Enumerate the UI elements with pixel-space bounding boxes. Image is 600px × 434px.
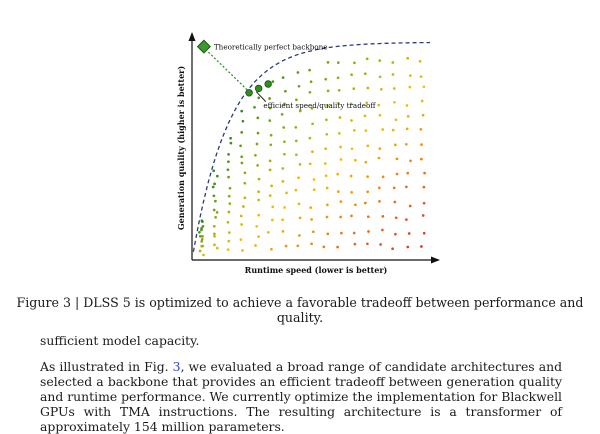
scatter-point: [325, 118, 328, 121]
scatter-point: [242, 205, 245, 208]
scatter-point: [282, 126, 285, 129]
candidate-architecture-points: [198, 57, 426, 257]
scatter-point: [422, 214, 425, 217]
scatter-point: [295, 140, 298, 143]
scatter-point: [423, 85, 426, 88]
scatter-point: [364, 72, 367, 75]
scatter-point: [381, 229, 384, 232]
scatter-point: [350, 73, 353, 76]
scatter-point: [336, 173, 339, 176]
scatter-point: [256, 143, 259, 146]
scatter-point: [367, 87, 370, 90]
scatter-point: [364, 115, 367, 118]
scatter-point: [350, 215, 353, 218]
scatter-point: [409, 159, 412, 162]
scatter-point: [297, 176, 300, 179]
scatter-point: [227, 176, 230, 179]
scatter-point: [297, 71, 300, 74]
scatter-point: [324, 147, 327, 150]
scatter-point: [409, 205, 412, 208]
scatter-point: [199, 250, 202, 253]
scatter-point: [257, 235, 260, 238]
scatter-point: [241, 249, 244, 252]
scatter-point: [338, 132, 341, 135]
scatter-point: [213, 194, 216, 197]
scatter-point: [281, 218, 284, 221]
scatter-point: [230, 142, 233, 145]
scatter-point: [257, 214, 260, 217]
scatter-point: [324, 78, 327, 81]
scatter-point: [313, 178, 316, 181]
scatter-point: [423, 202, 426, 205]
scatter-point: [310, 242, 313, 245]
scatter-point: [270, 134, 273, 137]
scatter-point: [337, 61, 340, 64]
scatter-point: [213, 209, 216, 212]
scatter-point: [253, 106, 256, 109]
scatter-point: [406, 104, 409, 107]
scatter-point: [382, 176, 385, 179]
x-axis-arrowhead: [431, 257, 440, 264]
y-axis-arrowhead: [189, 32, 196, 41]
scatter-point: [407, 115, 410, 118]
scatter-point: [311, 122, 314, 125]
scatter-point: [338, 89, 341, 92]
scatter-point: [228, 211, 231, 214]
scatter-point: [282, 180, 285, 183]
scatter-point: [244, 171, 247, 174]
scatter-point: [202, 254, 205, 257]
scatter-point: [254, 244, 257, 247]
scatter-point: [268, 97, 271, 100]
scatter-point: [396, 173, 399, 176]
scatter-point: [228, 231, 231, 234]
scatter-point: [269, 169, 272, 172]
scatter-point: [227, 221, 230, 224]
scatter-point: [310, 80, 313, 83]
scatter-point: [391, 247, 394, 250]
scatter-point: [213, 225, 216, 228]
scatter-point: [296, 244, 299, 247]
scatter-point: [420, 75, 423, 78]
scatter-point: [283, 140, 286, 143]
scatter-point: [312, 230, 315, 233]
scatter-point: [213, 235, 216, 238]
scatter-point: [350, 119, 353, 122]
scatter-point: [326, 233, 329, 236]
frontier-point: [255, 85, 262, 92]
scatter-point: [352, 87, 355, 90]
scatter-point: [326, 216, 329, 219]
figure-3-link[interactable]: 3: [172, 359, 181, 374]
scatter-point: [240, 131, 243, 134]
scatter-point: [364, 202, 367, 205]
scatter-point: [366, 57, 369, 60]
scatter-point: [254, 154, 257, 157]
scatter-point: [378, 59, 381, 62]
scatter-point: [353, 232, 356, 235]
scatter-point: [423, 232, 426, 235]
scatter-point: [212, 169, 215, 172]
scatter-point: [229, 137, 232, 140]
scatter-point: [405, 218, 408, 221]
scatter-point: [313, 188, 316, 191]
scatter-point: [394, 144, 397, 147]
paragraph-1: sufficient model capacity.: [40, 333, 200, 348]
scatter-point: [239, 144, 242, 147]
scatter-point: [393, 87, 396, 90]
scatter-point: [213, 233, 216, 236]
scatter-point: [378, 187, 381, 190]
scatter-point: [281, 167, 284, 170]
scatter-point: [420, 158, 423, 161]
scatter-point: [282, 76, 285, 79]
scatter-point: [227, 160, 230, 163]
scatter-point: [227, 240, 230, 243]
scatter-point: [268, 119, 271, 122]
scatter-point: [216, 175, 219, 178]
scatter-point: [406, 57, 409, 60]
scatter-point: [326, 204, 329, 207]
paragraph-2-text-end: , we evaluated a broad range of candidate architectures and selected a backbone that provides an efficient tradeoff between generation quality and runtime performance. We currently optimize the implementation for Blackwell GPUs with TMA instructions. The resulting architecture is a transformer of approximately 154 million parameters.: [40, 359, 563, 434]
scatter-point: [406, 172, 409, 175]
scatter-point: [351, 147, 354, 150]
scatter-point: [340, 200, 343, 203]
scatter-point: [213, 183, 216, 186]
scatter-point: [271, 219, 274, 222]
scatter-point: [308, 69, 311, 72]
scatter-point: [201, 238, 204, 241]
scatter-point: [405, 186, 408, 189]
scatter-point: [310, 218, 313, 221]
scatter-point: [284, 90, 287, 93]
scatter-point: [326, 187, 329, 190]
scatter-point: [378, 157, 381, 160]
scatter-point: [298, 85, 301, 88]
scatter-point: [423, 186, 426, 189]
scatter-point: [420, 245, 423, 248]
scatter-point: [408, 86, 411, 89]
scatter-point: [350, 175, 353, 178]
scatter-point: [393, 201, 396, 204]
scatter-point: [214, 200, 217, 203]
scatter-point: [365, 129, 368, 132]
scatter-point: [257, 199, 260, 202]
scatter-point: [366, 190, 369, 193]
scatter-point: [241, 162, 244, 165]
scatter-point: [272, 80, 275, 83]
ideal-annotation: Theoretically perfect backbone: [213, 42, 328, 52]
tradeoff-annotation: efficient speed/quality tradeoff: [263, 101, 376, 111]
scatter-point: [406, 246, 409, 249]
scatter-point: [240, 110, 243, 113]
scatter-point: [350, 191, 353, 194]
scatter-point: [337, 190, 340, 193]
scatter-point: [382, 215, 385, 218]
scatter-point: [366, 145, 369, 148]
scatter-point: [213, 244, 216, 247]
scatter-point: [240, 223, 243, 226]
frontier-point: [265, 81, 272, 88]
scatter-point: [309, 162, 312, 165]
scatter-point: [325, 133, 328, 136]
scatter-point: [379, 114, 382, 117]
scatter-point: [327, 61, 330, 64]
scatter-point: [255, 225, 258, 228]
scatter-point: [354, 159, 357, 162]
scatter-point: [419, 128, 422, 131]
scatter-point: [267, 231, 270, 234]
scatter-point: [256, 164, 259, 167]
scatter-point: [201, 235, 204, 238]
tradeoff-arrow: [256, 92, 266, 102]
scatter-point: [336, 246, 339, 249]
scatter-point: [294, 126, 297, 129]
scatter-point: [340, 232, 343, 235]
scatter-point: [244, 196, 247, 199]
scatter-point: [405, 143, 408, 146]
scatter-point: [394, 233, 397, 236]
scatter-point: [269, 194, 272, 197]
scatter-point: [240, 215, 243, 218]
scatter-point: [419, 60, 422, 63]
scatter-point: [309, 91, 312, 94]
scatter-point: [327, 90, 330, 93]
scatter-point: [423, 172, 426, 175]
scatter-point: [378, 200, 381, 203]
scatter-point: [367, 215, 370, 218]
scatter-point: [353, 62, 356, 65]
scatter-point: [366, 175, 369, 178]
scatter-point: [269, 143, 272, 146]
scatter-point: [242, 120, 245, 123]
scatter-point: [340, 158, 343, 161]
scatter-point: [298, 203, 301, 206]
scatter-point: [257, 132, 260, 135]
scatter-point: [311, 150, 314, 153]
scatter-point: [379, 75, 382, 78]
scatter-point: [285, 245, 288, 248]
scatter-point: [258, 178, 261, 181]
scatter-point: [227, 153, 230, 156]
scatter-point: [256, 117, 259, 120]
scatter-point: [393, 101, 396, 104]
scatter-point: [227, 248, 230, 251]
scatter-point: [257, 96, 260, 99]
scatter-point: [299, 217, 302, 220]
scatter-point: [366, 242, 369, 245]
scatter-point: [228, 202, 231, 205]
scatter-point: [396, 158, 399, 161]
scatter-point: [214, 216, 217, 219]
paragraph-2: [40, 359, 562, 434]
scatter-point: [392, 73, 395, 76]
x-axis-label: Runtime speed (lower is better): [244, 265, 388, 275]
scatter-point: [271, 205, 274, 208]
scatter-point: [379, 243, 382, 246]
scatter-point: [395, 118, 398, 121]
scatter-point: [325, 174, 328, 177]
scatter-point: [395, 216, 398, 219]
scatter-point: [380, 88, 383, 91]
scatter-point: [282, 230, 285, 233]
scatter-point: [339, 216, 342, 219]
scatter-point: [298, 234, 301, 237]
scatter-point: [322, 246, 325, 249]
scatter-point: [227, 168, 230, 171]
scatter-point: [216, 247, 219, 250]
scatter-point: [378, 147, 381, 150]
scatter-point: [200, 227, 203, 230]
scatter-point: [240, 238, 243, 241]
scatter-point: [309, 206, 312, 209]
scatter-point: [216, 211, 219, 214]
figure-caption: Figure 3 | DLSS 5 is optimized to achieve a favorable tradeoff between performance and quality.: [16, 295, 584, 325]
scatter-point: [409, 74, 412, 77]
scatter-point: [377, 104, 380, 107]
scatter-point: [339, 146, 342, 149]
ideal-backbone-marker: [198, 40, 211, 53]
scatter-point: [353, 129, 356, 132]
scatter-point: [367, 230, 370, 233]
scatter-point: [257, 190, 260, 193]
scatter-point: [391, 61, 394, 64]
scatter-point: [354, 203, 357, 206]
scatter-point: [420, 143, 423, 146]
scatter-point: [283, 153, 286, 156]
scatter-point: [243, 182, 246, 185]
scatter-point: [240, 155, 243, 158]
scatter-point: [283, 206, 286, 209]
scatter-point: [212, 186, 215, 189]
scatter-point: [228, 195, 231, 198]
scatter-point: [285, 192, 288, 195]
scatter-point: [354, 243, 357, 246]
scatter-point: [393, 187, 396, 190]
scatter-point: [421, 100, 424, 103]
scatter-point: [299, 163, 302, 166]
scatter-point: [201, 219, 204, 222]
y-axis-label: Generation quality (higher is better): [176, 65, 186, 231]
scatter-point: [270, 185, 273, 188]
scatter-point: [281, 113, 284, 116]
scatter-point: [392, 129, 395, 132]
scatter-point: [295, 189, 298, 192]
scatter-point: [406, 127, 409, 130]
scatter-point: [422, 114, 425, 117]
scatter-point: [337, 76, 340, 79]
scatter-point: [339, 116, 342, 119]
scatter-point: [364, 161, 367, 164]
scatter-point: [269, 160, 272, 163]
frontier-point: [246, 90, 253, 97]
scatter-point: [295, 153, 298, 156]
scatter-point: [309, 137, 312, 140]
scatter-point: [324, 162, 327, 165]
paragraph-2-text-start: As illustrated in Fig.: [40, 359, 173, 374]
scatter-point: [201, 245, 204, 248]
ideal-arrow: [208, 52, 247, 90]
scatter-point: [270, 248, 273, 251]
scatter-point: [381, 128, 384, 131]
scatter-point: [408, 232, 411, 235]
scatter-point: [229, 187, 232, 190]
scatter-point: [198, 231, 201, 234]
